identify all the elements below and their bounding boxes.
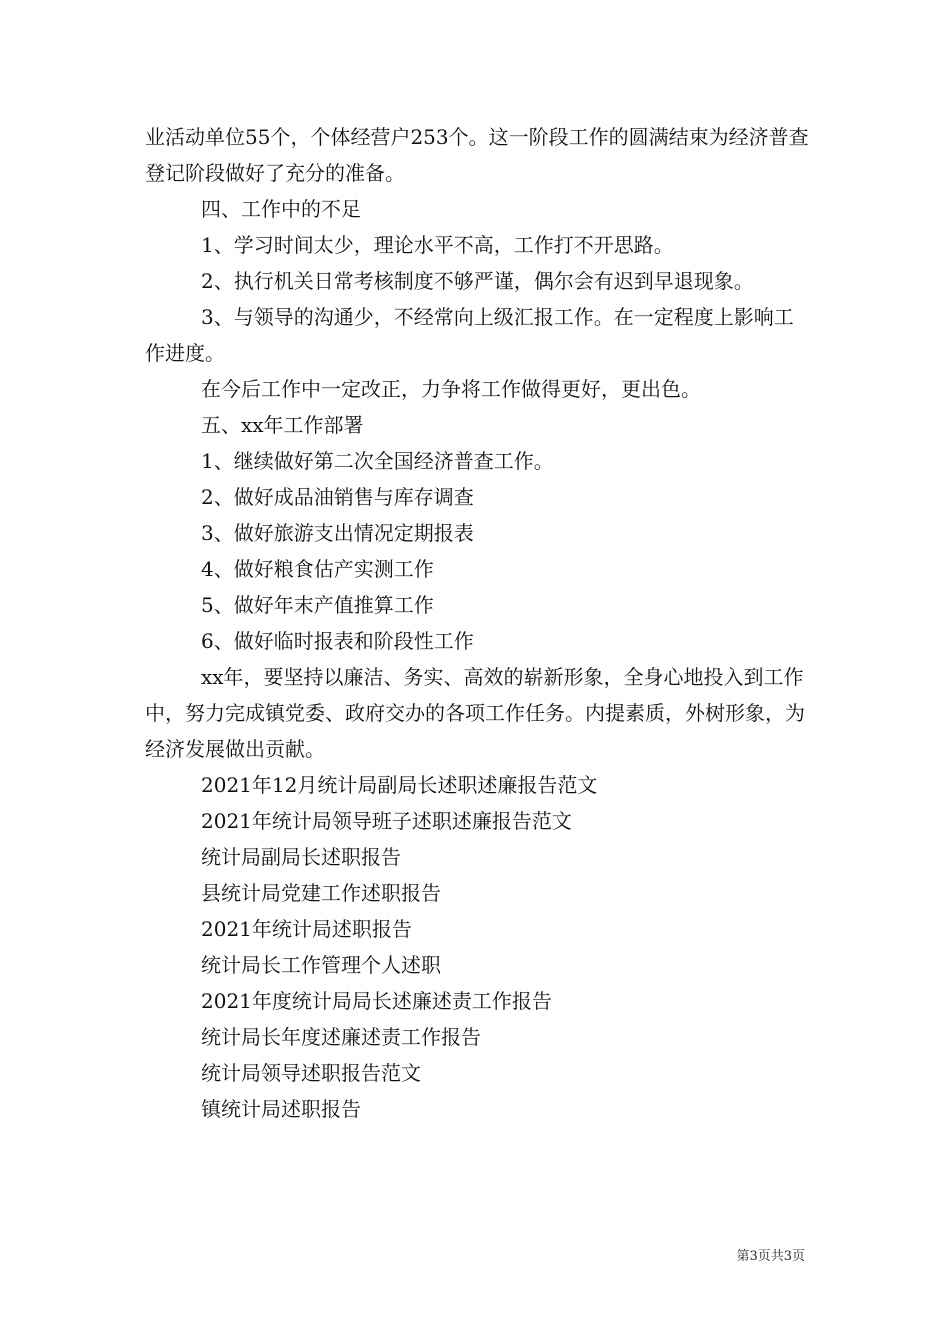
list-item: 4、做好粮食估产实测工作 [201,557,434,581]
list-item: 2、执行机关日常考核制度不够严谨，偶尔会有迟到早退现象。 [201,269,754,293]
related-title: 统计局副局长述职报告 [201,845,401,869]
related-title: 2021年12月统计局副局长述职述廉报告范文 [201,773,598,797]
related-title: 镇统计局述职报告 [201,1097,361,1121]
list-item: 3、做好旅游支出情况定期报表 [201,521,474,545]
list-item: 1、学习时间太少，理论水平不高，工作打不开思路。 [201,233,674,257]
related-title: 2021年统计局领导班子述职述廉报告范文 [201,809,572,833]
list-item: 5、做好年末产值推算工作 [201,593,434,617]
list-item: 3、与领导的沟通少，不经常向上级汇报工作。在一定程度上影响工作进度。 [145,305,794,365]
paragraph: 业活动单位55个，个体经营户253个。这一阶段工作的圆满结束为经济普查登记阶段做好了充分的准备。 [145,125,809,185]
section-heading-plan: 五、xx年工作部署 [201,413,364,437]
list-item: 1、继续做好第二次全国经济普查工作。 [201,449,554,473]
related-title: 2021年度统计局局长述廉述责工作报告 [201,989,552,1013]
related-title: 县统计局党建工作述职报告 [201,881,441,905]
related-title: 2021年统计局述职报告 [201,917,412,941]
paragraph: xx年，要坚持以廉洁、务实、高效的崭新形象，全身心地投入到工作中，努力完成镇党委、政府交办的各项工作任务。内提素质，外树形象，为经济发展做出贡献。 [145,665,805,761]
page-number-footer: 第3页共3页 [736,1249,805,1264]
list-item: 2、做好成品油销售与库存调查 [201,485,474,509]
related-title: 统计局领导述职报告范文 [201,1061,421,1085]
paragraph: 在今后工作中一定改正，力争将工作做得更好，更出色。 [201,377,701,401]
related-title: 统计局长工作管理个人述职 [201,953,441,977]
document-body [145,119,809,1127]
related-title: 统计局长年度述廉述责工作报告 [201,1025,481,1049]
section-heading-shortcomings: 四、工作中的不足 [201,197,361,221]
list-item: 6、做好临时报表和阶段性工作 [201,629,474,653]
